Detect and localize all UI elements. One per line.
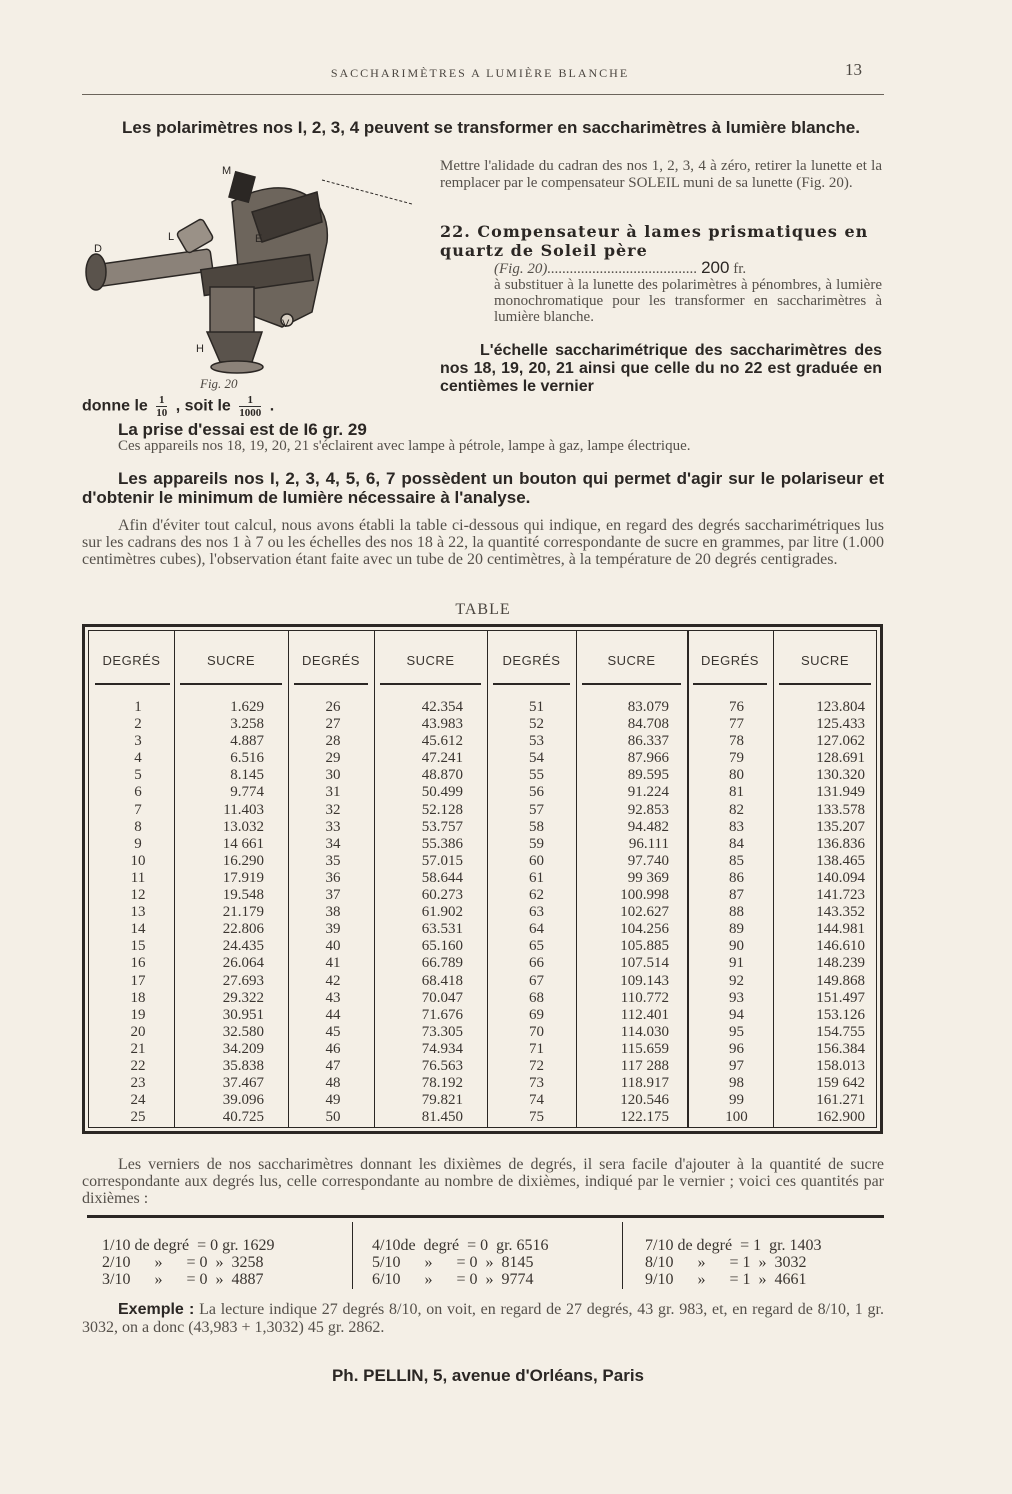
table-cell: 90	[729, 938, 744, 955]
table-cell: 14	[130, 921, 146, 938]
degres-column-4	[687, 699, 786, 1126]
table-cell: 37.467	[222, 1075, 264, 1092]
table-cell: 94	[729, 1006, 744, 1023]
table-cell: 30.951	[222, 1006, 264, 1023]
table-cell: 48.870	[421, 767, 463, 784]
table-cell: 143.352	[816, 904, 865, 921]
table-cell: 76.563	[421, 1057, 463, 1074]
header-rule	[582, 683, 681, 685]
table-cell: 39	[325, 921, 341, 938]
eclairent-text: Ces appareils nos 18, 19, 20, 21 s'éclairent avec lampe à pétrole, lampe à gaz, lampe électrique.	[118, 438, 691, 454]
table-cell: 127.062	[816, 733, 865, 750]
sugar-table-inner	[88, 630, 877, 1128]
table-cell: 40	[325, 938, 341, 955]
table-cell: 148.239	[816, 955, 865, 972]
table-cell: 44	[325, 1006, 341, 1023]
table-cell: 91	[729, 955, 744, 972]
table-cell: 23	[130, 1075, 146, 1092]
table-cell: 120.546	[620, 1092, 669, 1109]
boutons-paragraph: Les appareils nos I, 2, 3, 4, 5, 6, 7 possèdent un bouton qui permet d'agir sur le polariseur et d'obtenir le minimum de lumière nécessaire à l'analyse.	[82, 469, 884, 507]
table-cell: 35.838	[222, 1057, 264, 1074]
label-m: M	[222, 165, 232, 177]
table-cell: 114.030	[620, 1023, 669, 1040]
table-cell: 29	[325, 750, 341, 767]
saccharimeter-illustration	[82, 162, 412, 394]
table-cell: 97.740	[627, 852, 669, 869]
table-cell: 60.273	[421, 887, 463, 904]
verniers-paragraph: Les verniers de nos saccharimètres donnant les dixièmes de degrés, il sera facile d'ajouter à la quantité de sucre correspondante aux degrés lus, celle correspondante au nombre de dixièmes, indiqué par le vernier ; voici ces quantités par dixièmes :	[82, 1156, 884, 1207]
table-cell: 47.241	[421, 750, 463, 767]
table-cell: 71	[529, 1040, 544, 1057]
table-cell: 45	[325, 1023, 341, 1040]
table-cell: 14 661	[222, 835, 264, 852]
table-cell: 75	[529, 1109, 544, 1126]
degres-column-2	[288, 699, 378, 1126]
table-cell: 73	[529, 1075, 544, 1092]
table-cell: 94.482	[627, 818, 669, 835]
table-cell: 24	[130, 1092, 146, 1109]
table-cell: 34.209	[222, 1040, 264, 1057]
table-cell: 59	[529, 835, 544, 852]
table-cell: 93	[729, 989, 744, 1006]
table-cell: 97	[729, 1057, 744, 1074]
table-cell: 74.934	[421, 1040, 463, 1057]
table-cell: 11	[130, 869, 146, 886]
table-cell: 32	[325, 801, 341, 818]
table-cell: 7	[134, 801, 142, 818]
table-cell: 8.145	[230, 767, 264, 784]
sucre-column-3	[576, 699, 669, 1126]
label-v: V	[282, 318, 290, 330]
table-cell: 19	[130, 1006, 146, 1023]
table-cell: 4.887	[230, 733, 264, 750]
table-cell: 151.497	[816, 989, 865, 1006]
table-cell: 162.900	[816, 1109, 865, 1126]
table-cell: 26.064	[222, 955, 264, 972]
table-cell: 64	[529, 921, 544, 938]
table-cell: 43	[325, 989, 341, 1006]
table-title: TABLE	[455, 601, 511, 618]
header-rule	[779, 683, 871, 685]
table-cell: 53.757	[421, 818, 463, 835]
table-cell: 79	[729, 750, 744, 767]
table-cell: 76	[729, 699, 744, 715]
table-cell: 39.096	[222, 1092, 264, 1109]
table-cell: 40.725	[222, 1109, 264, 1126]
header-degres-3: DEGRÉS	[502, 653, 561, 668]
table-cell: 77	[729, 716, 744, 733]
table-cell: 73.305	[421, 1023, 463, 1040]
table-cell: 84.708	[627, 716, 669, 733]
table-cell: 58	[529, 818, 544, 835]
table-cell: 83.079	[627, 699, 669, 715]
vernier-fraction-line	[82, 394, 274, 419]
label-e: E	[255, 233, 263, 245]
table-cell: 110.772	[620, 989, 669, 1006]
table-cell: 159 642	[816, 1075, 865, 1092]
table-cell: 68.418	[421, 972, 463, 989]
item-22-price: 200	[701, 258, 730, 277]
table-cell: 63	[529, 904, 544, 921]
table-cell: 27.693	[222, 972, 264, 989]
dixiemes-rule	[87, 1215, 884, 1218]
table-cell: 154.755	[816, 1023, 865, 1040]
table-cell: 46	[325, 1040, 341, 1057]
table-cell: 17.919	[222, 869, 264, 886]
exemple-paragraph	[82, 1301, 884, 1337]
table-cell: 43.983	[421, 716, 463, 733]
table-cell: 71.676	[421, 1006, 463, 1023]
table-cell: 36	[325, 869, 341, 886]
table-cell: 112.401	[620, 1006, 669, 1023]
table-cell: 12	[130, 887, 146, 904]
table-cell: 136.836	[816, 835, 865, 852]
fraction-tenth: $\frac{1}{10}$	[156, 394, 168, 419]
table-cell: 13.032	[222, 818, 264, 835]
table-cell: 62	[529, 887, 544, 904]
header-degres-2: DEGRÉS	[302, 653, 360, 668]
table-cell: 86	[729, 869, 744, 886]
table-cell: 54	[529, 750, 544, 767]
table-cell: 87.966	[627, 750, 669, 767]
table-cell: 6	[134, 784, 142, 801]
table-cell: 83	[729, 818, 744, 835]
table-cell: 24.435	[222, 938, 264, 955]
item-22-body: à substituer à la lunette des polarimètres à pénombres, à lumière monochromatique pour les transformer en saccharimètres à lumière blanche.	[494, 277, 882, 325]
table-cell: 100	[725, 1109, 748, 1126]
table-cell: 96.111	[628, 835, 669, 852]
table-cell: 33	[325, 818, 341, 835]
header-degres-1: DEGRÉS	[102, 653, 161, 668]
table-cell: 118.917	[620, 1075, 669, 1092]
table-cell: 53	[529, 733, 544, 750]
table-cell: 128.691	[816, 750, 865, 767]
table-cell: 130.320	[816, 767, 865, 784]
sugar-table	[82, 624, 883, 1134]
table-cell: 52	[529, 716, 544, 733]
dixiemes-col-1: 1/10 de degré = 0 gr. 1629 2/10 » = 0 » 3258 3/10 » = 0 » 4887	[102, 1237, 275, 1288]
header-rule	[493, 683, 570, 685]
table-cell: 99	[729, 1092, 744, 1109]
table-cell: 144.981	[816, 921, 865, 938]
table-cell: 95	[729, 1023, 744, 1040]
table-cell: 26	[325, 699, 341, 715]
table-cell: 92.853	[627, 801, 669, 818]
figure-caption: Fig. 20	[200, 376, 238, 391]
table-cell: 89	[729, 921, 744, 938]
table-cell: 70.047	[421, 989, 463, 1006]
header-rule	[82, 94, 884, 95]
lead-paragraph: Les polarimètres nos I, 2, 3, 4 peuvent se transformer en saccharimètres à lumière blanche.	[122, 118, 860, 137]
table-cell: 10	[130, 852, 146, 869]
dixiemes-divider	[352, 1222, 353, 1289]
table-cell: 100.998	[620, 887, 669, 904]
table-cell: 47	[325, 1057, 341, 1074]
dixiemes-col-2: 4/10de degré = 0 gr. 6516 5/10 » = 0 » 8145 6/10 » = 0 » 9774	[372, 1237, 549, 1288]
table-cell: 87	[729, 887, 744, 904]
publisher-footer: Ph. PELLIN, 5, avenue d'Orléans, Paris	[331, 1366, 645, 1385]
donne-mid: , soit le	[175, 397, 231, 415]
header-rule	[380, 683, 481, 685]
table-cell: 18	[130, 989, 146, 1006]
table-cell: 13	[130, 904, 146, 921]
table-cell: 123.804	[816, 699, 865, 715]
header-sucre-3: SUCRE	[607, 653, 656, 668]
dixiemes-divider	[622, 1222, 623, 1289]
table-cell: 16.290	[222, 852, 264, 869]
table-cell: 122.175	[620, 1109, 669, 1126]
table-cell: 78	[729, 733, 744, 750]
table-cell: 2	[134, 716, 142, 733]
table-cell: 99 369	[627, 869, 669, 886]
table-cell: 21	[130, 1040, 146, 1057]
exemple-text: La lecture indique 27 degrés 8/10, on voit, en regard de 27 degrés, 43 gr. 983, et, en regard de 8/10, 1 gr. 3032, on a donc (43,983 + 1,3032) 45 gr. 2862.	[82, 1301, 885, 1336]
table-cell: 66.789	[421, 955, 463, 972]
table-cell: 61.902	[421, 904, 463, 921]
table-cell: 78.192	[421, 1075, 463, 1092]
table-cell: 140.094	[816, 869, 865, 886]
sucre-column-2	[374, 699, 463, 1126]
table-cell: 105.885	[620, 938, 669, 955]
table-cell: 56	[529, 784, 544, 801]
table-cell: 133.578	[816, 801, 865, 818]
table-cell: 42	[325, 972, 341, 989]
echelle-paragraph: L'échelle saccharimétrique des saccharimètres des nos 18, 19, 20, 21 ainsi que celle du no 22 est graduée en centièmes le vernier	[440, 342, 882, 395]
sucre-column-1	[174, 699, 264, 1126]
degres-column-3	[487, 699, 586, 1126]
table-cell: 30	[325, 767, 341, 784]
degres-column-1	[89, 699, 187, 1126]
table-cell: 81	[729, 784, 744, 801]
table-cell: 4	[134, 750, 142, 767]
mettre-paragraph: Mettre l'alidade du cadran des nos 1, 2, 3, 4 à zéro, retirer la lunette et la remplacer par le compensateur SOLEIL muni de sa lunette (Fig. 20).	[440, 158, 882, 191]
table-cell: 57.015	[421, 852, 463, 869]
table-cell: 80	[729, 767, 744, 784]
header-rule	[95, 683, 170, 685]
table-cell: 1.629	[230, 699, 264, 715]
table-cell: 1	[134, 699, 142, 715]
prise-line: La prise d'essai est de I6 gr. 29	[118, 420, 367, 439]
page-number: 13	[845, 60, 862, 79]
table-cell: 149.868	[816, 972, 865, 989]
table-cell: 153.126	[816, 1006, 865, 1023]
table-cell: 86.337	[627, 733, 669, 750]
afin-paragraph: Afin d'éviter tout calcul, nous avons établi la table ci-dessous qui indique, en regard des degrés saccharimétriques lus sur les cadrans des nos 1 à 7 ou les échelles des nos 18 à 22, la quantité correspondante de sucre en grammes, par litre (1.000 centimètres cubes), l'observation étant faite avec un tube de 20 centimètres, à la température de 20 degrés centigrades.	[82, 517, 884, 568]
table-cell: 141.723	[816, 887, 865, 904]
table-cell: 161.271	[816, 1092, 865, 1109]
table-cell: 81.450	[421, 1109, 463, 1126]
table-cell: 9	[134, 835, 142, 852]
table-cell: 158.013	[816, 1057, 865, 1074]
table-cell: 31	[325, 784, 341, 801]
table-cell: 135.207	[816, 818, 865, 835]
table-cell: 58.644	[421, 869, 463, 886]
table-cell: 57	[529, 801, 544, 818]
fraction-thousandth: $\frac{1}{1000}$	[239, 394, 262, 419]
header-degres-4: DEGRÉS	[701, 653, 759, 668]
table-cell: 68	[529, 989, 544, 1006]
table-cell: 22.806	[222, 921, 264, 938]
table-cell: 74	[529, 1092, 544, 1109]
table-cell: 32.580	[222, 1023, 264, 1040]
item-22-number: 22.	[440, 222, 471, 241]
eclairent-paragraph	[82, 438, 884, 455]
table-cell: 50.499	[421, 784, 463, 801]
table-cell: 25	[130, 1109, 146, 1126]
table-cell: 55.386	[421, 835, 463, 852]
table-cell: 96	[729, 1040, 744, 1057]
header-rule	[180, 683, 282, 685]
table-cell: 65	[529, 938, 544, 955]
table-cell: 19.548	[222, 887, 264, 904]
table-cell: 41	[325, 955, 341, 972]
table-cell: 11.403	[223, 801, 264, 818]
table-cell: 6.516	[230, 750, 264, 767]
table-cell: 55	[529, 767, 544, 784]
table-cell: 22	[130, 1057, 146, 1074]
table-cell: 125.433	[816, 716, 865, 733]
table-cell: 35	[325, 852, 341, 869]
label-d: D	[94, 243, 102, 255]
table-cell: 92	[729, 972, 744, 989]
table-cell: 38	[325, 904, 341, 921]
header-sucre-2: SUCRE	[406, 653, 455, 668]
table-cell: 82	[729, 801, 744, 818]
table-cell: 16	[130, 955, 146, 972]
table-cell: 34	[325, 835, 341, 852]
table-cell: 51	[529, 699, 544, 715]
label-l: L	[168, 231, 175, 243]
table-cell: 49	[325, 1092, 341, 1109]
table-cell: 146.610	[816, 938, 865, 955]
table-cell: 66	[529, 955, 544, 972]
running-header: SACCHARIMÈTRES A LUMIÈRE BLANCHE	[330, 66, 630, 80]
table-cell: 21.179	[222, 904, 264, 921]
table-cell: 3.258	[230, 716, 264, 733]
table-cell: 28	[325, 733, 341, 750]
donne-suffix: .	[269, 397, 275, 415]
table-cell: 3	[134, 733, 142, 750]
table-cell: 70	[529, 1023, 544, 1040]
item-22-price-unit: fr.	[733, 261, 747, 277]
header-rule	[294, 683, 368, 685]
item-22	[440, 222, 882, 325]
table-cell: 104.256	[620, 921, 669, 938]
table-cell: 138.465	[816, 852, 865, 869]
table-cell: 102.627	[620, 904, 669, 921]
exemple-label: Exemple :	[118, 1301, 195, 1318]
table-cell: 79.821	[421, 1092, 463, 1109]
header-sucre-4: SUCRE	[800, 653, 849, 668]
table-cell: 20	[130, 1023, 146, 1040]
table-cell: 98	[729, 1075, 744, 1092]
table-cell: 109.143	[620, 972, 669, 989]
item-22-ref: (Fig. 20)........................................	[494, 261, 698, 277]
table-cell: 8	[134, 818, 142, 835]
table-cell: 48	[325, 1075, 341, 1092]
table-cell: 69	[529, 1006, 544, 1023]
table-cell: 27	[325, 716, 341, 733]
table-cell: 72	[529, 1057, 544, 1074]
table-cell: 131.949	[816, 784, 865, 801]
table-cell: 17	[130, 972, 146, 989]
table-cell: 42.354	[421, 699, 463, 715]
table-cell: 91.224	[627, 784, 669, 801]
table-cell: 65.160	[421, 938, 463, 955]
table-cell: 84	[729, 835, 744, 852]
table-cell: 45.612	[421, 733, 463, 750]
dixiemes-col-3: 7/10 de degré = 1 gr. 1403 8/10 » = 1 » 3032 9/10 » = 1 » 4661	[645, 1237, 822, 1288]
table-cell: 117 288	[620, 1057, 669, 1074]
label-h: H	[196, 343, 204, 355]
table-cell: 107.514	[620, 955, 669, 972]
table-cell: 5	[134, 767, 142, 784]
header-sucre-1: SUCRE	[206, 653, 255, 668]
table-cell: 60	[529, 852, 544, 869]
table-cell: 37	[325, 887, 341, 904]
table-cell: 29.322	[222, 989, 264, 1006]
table-cell: 9.774	[230, 784, 264, 801]
table-cell: 63.531	[421, 921, 463, 938]
table-cell: 88	[729, 904, 744, 921]
table-cell: 15	[130, 938, 146, 955]
table-cell: 50	[325, 1109, 341, 1126]
table-cell: 115.659	[620, 1040, 669, 1057]
table-cell: 52.128	[421, 801, 463, 818]
table-cell: 61	[529, 869, 544, 886]
table-cell: 85	[729, 852, 744, 869]
header-rule	[693, 683, 767, 685]
donne-prefix: donne le	[82, 397, 148, 415]
table-cell: 156.384	[816, 1040, 865, 1057]
sucre-column-4	[773, 699, 865, 1126]
table-cell: 67	[529, 972, 544, 989]
table-cell: 89.595	[627, 767, 669, 784]
item-22-title: Compensateur à lames prismatiques en quartz de Soleil père	[440, 222, 869, 260]
